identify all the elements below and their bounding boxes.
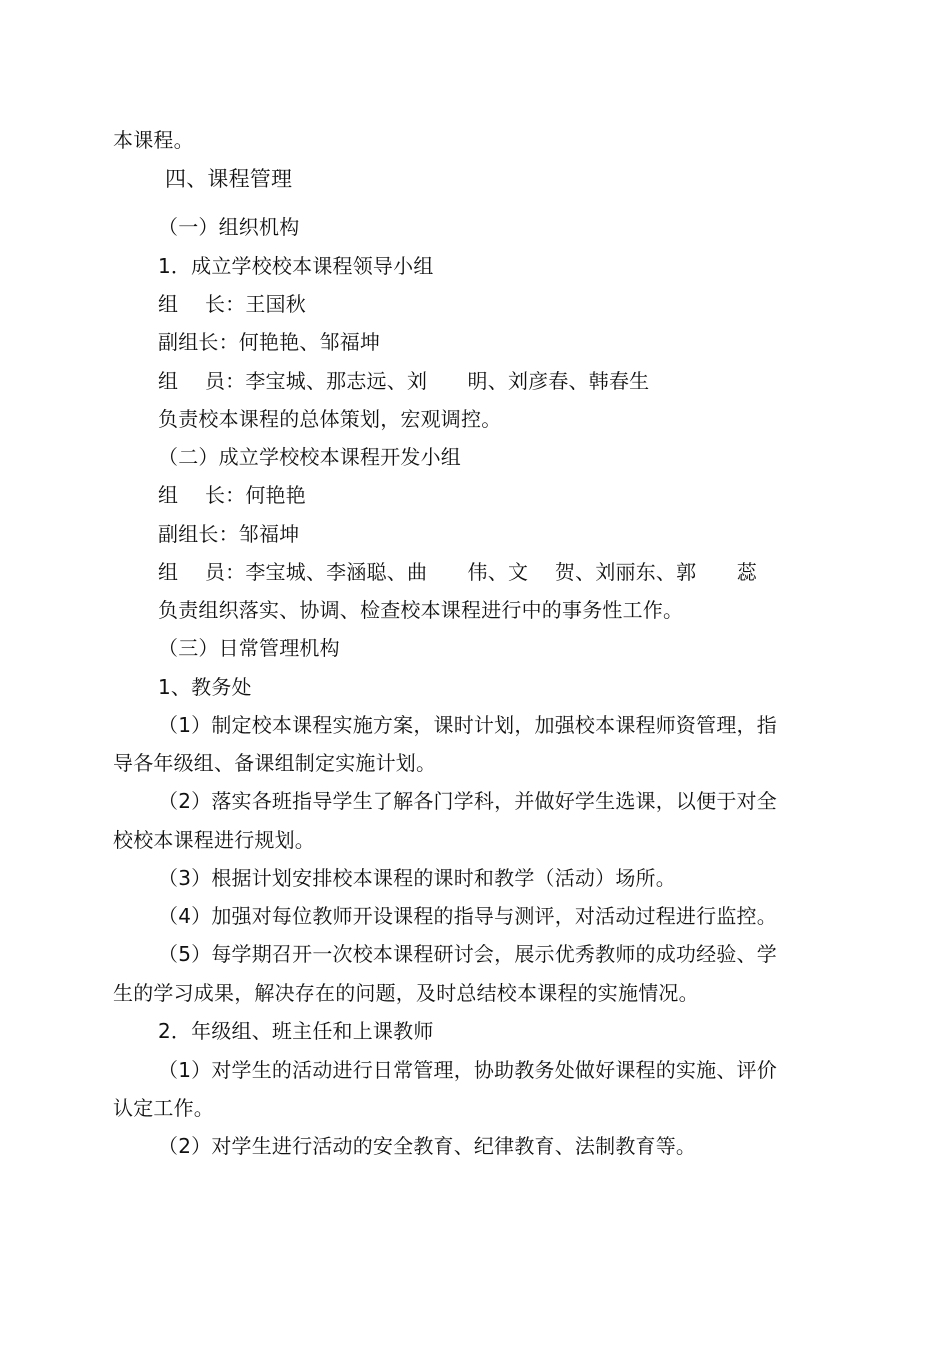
leadership-group-leader: 组 长：王国秋 bbox=[158, 292, 306, 316]
development-group-leader: 组 长：何艳艳 bbox=[158, 483, 306, 507]
grade-groups-duty-1: （1）对学生的活动进行日常管理，协助教务处做好课程的实施、评价 bbox=[158, 1058, 777, 1082]
subsection-heading-organization: （一）组织机构 bbox=[158, 215, 300, 239]
item-academic-affairs: 1、教务处 bbox=[158, 675, 252, 699]
leadership-group-duty: 负责校本课程的总体策划，宏观调控。 bbox=[158, 407, 502, 431]
development-group-duty: 负责组织落实、协调、检查校本课程进行中的事务性工作。 bbox=[158, 598, 684, 622]
leadership-group-members: 组 员：李宝城、那志远、刘 明、刘彦春、韩春生 bbox=[158, 369, 650, 393]
development-group-deputy: 副组长：邹福坤 bbox=[158, 522, 300, 546]
grade-groups-duty-1-cont: 认定工作。 bbox=[113, 1096, 214, 1120]
subsection-heading-daily-management: （三）日常管理机构 bbox=[158, 636, 340, 660]
paragraph-continuation: 本课程。 bbox=[113, 128, 194, 152]
subsection-heading-development-group: （二）成立学校校本课程开发小组 bbox=[158, 445, 461, 469]
academic-affairs-duty-1: （1）制定校本课程实施方案，课时计划，加强校本课程师资管理，指 bbox=[158, 713, 777, 737]
section-heading-course-management: 四、课程管理 bbox=[165, 167, 293, 191]
item-leadership-group: 1．成立学校校本课程领导小组 bbox=[158, 254, 434, 278]
academic-affairs-duty-5: （5）每学期召开一次校本课程研讨会，展示优秀教师的成功经验、学 bbox=[158, 942, 777, 966]
academic-affairs-duty-5-cont: 生的学习成果，解决存在的问题，及时总结校本课程的实施情况。 bbox=[113, 981, 699, 1005]
grade-groups-duty-2: （2）对学生进行活动的安全教育、纪律教育、法制教育等。 bbox=[158, 1134, 697, 1158]
academic-affairs-duty-2-cont: 校校本课程进行规划。 bbox=[113, 828, 315, 852]
academic-affairs-duty-4: （4）加强对每位教师开设课程的指导与测评，对活动过程进行监控。 bbox=[158, 904, 777, 928]
academic-affairs-duty-2: （2）落实各班指导学生了解各门学科，并做好学生选课，以便于对全 bbox=[158, 789, 777, 813]
development-group-members: 组 员：李宝城、李涵聪、曲 伟、文 贺、刘丽东、郭 蕊 bbox=[158, 560, 757, 584]
item-grade-groups-teachers: 2．年级组、班主任和上课教师 bbox=[158, 1019, 434, 1043]
academic-affairs-duty-3: （3）根据计划安排校本课程的课时和教学（活动）场所。 bbox=[158, 866, 676, 890]
leadership-group-deputy: 副组长：何艳艳、邹福坤 bbox=[158, 330, 381, 354]
academic-affairs-duty-1-cont: 导各年级组、备课组制定实施计划。 bbox=[113, 751, 437, 775]
